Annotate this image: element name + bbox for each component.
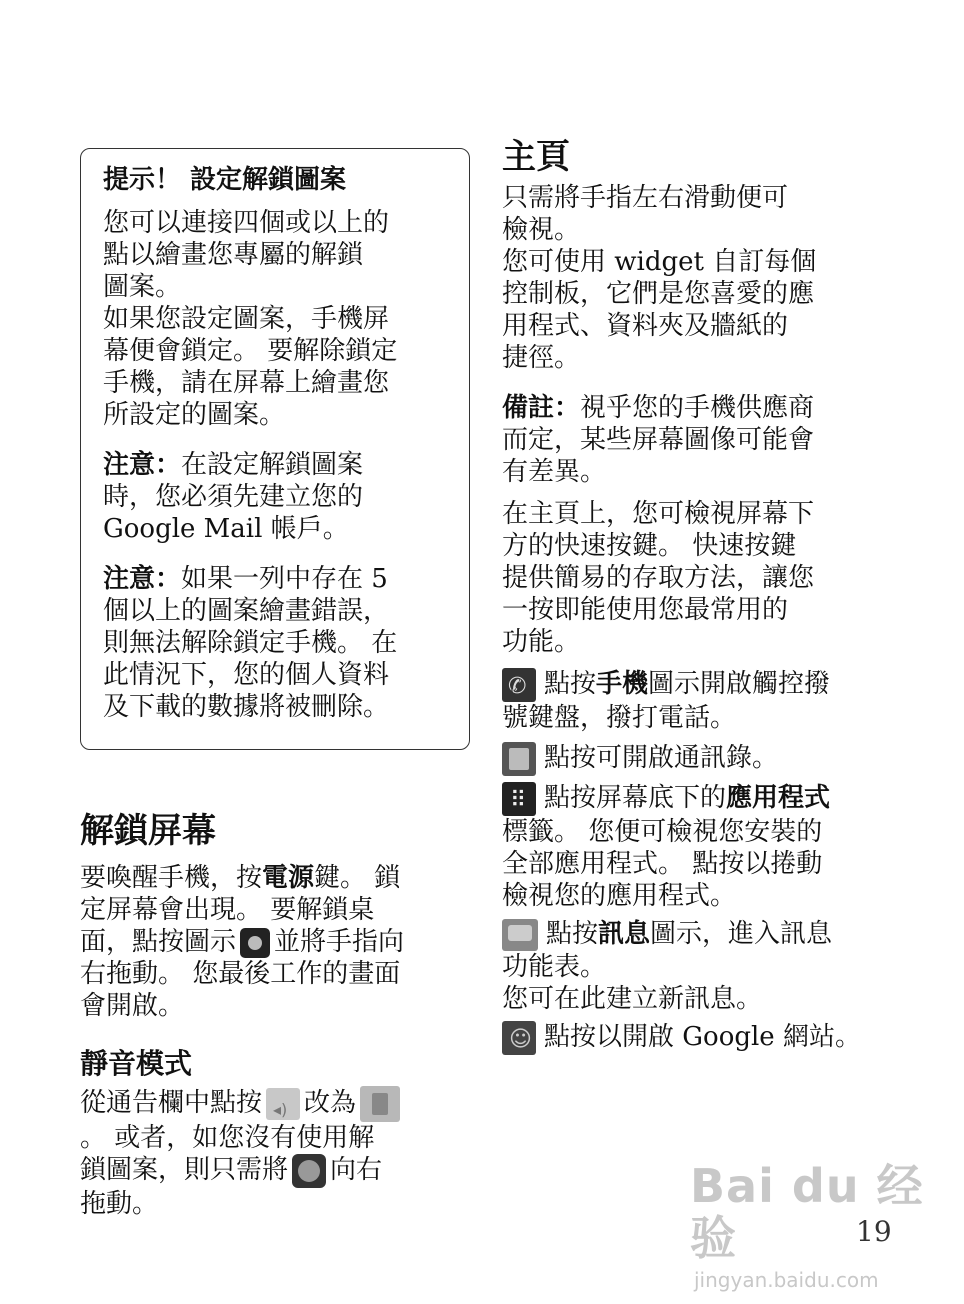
home-line: 檢視。 — [502, 215, 581, 245]
sound-icon — [266, 1088, 300, 1120]
text: 點按屏幕底下的 — [544, 783, 727, 813]
silent-line: 。 或者，如您沒有使用解 — [80, 1123, 375, 1153]
messages-label: 訊息 — [598, 919, 651, 949]
note-label: 注意： — [103, 564, 182, 594]
text: 從通告欄中點按 — [80, 1088, 263, 1118]
messages-icon — [502, 919, 538, 951]
phone-item — [502, 668, 892, 702]
apps-label: 應用程式 — [726, 783, 831, 813]
tip-line: 點以繪畫您專屬的解鎖 — [103, 240, 364, 270]
note-line: Google Mail 帳戶。 — [103, 514, 349, 544]
home-note-line: 有差異。 — [502, 457, 607, 487]
text: 要喚醒手機，按 — [80, 863, 263, 893]
home-line: 在主頁上，您可檢視屏幕下 — [502, 499, 815, 529]
unlock-line: 定屏幕會出現。 要解鎖桌 — [80, 895, 375, 925]
tip-line: 手機，請在屏幕上繪畫您 — [103, 368, 390, 398]
text: 圖示，進入訊息 — [650, 919, 833, 949]
text: 點按 — [546, 919, 599, 949]
tip-box — [80, 148, 470, 750]
apps-icon — [502, 782, 536, 816]
home-line: 您可使用 widget 自訂每個 — [502, 247, 817, 277]
text: 向右 — [330, 1155, 383, 1185]
messages-item — [502, 918, 892, 951]
unlock-line — [80, 862, 470, 894]
text: 圖示開啟觸控撥 — [648, 669, 831, 699]
home-note-line: 而定，某些屏幕圖像可能會 — [502, 425, 815, 455]
home-line: 只需將手指左右滑動便可 — [502, 183, 789, 213]
text: 並將手指向 — [274, 927, 405, 957]
tip-line: 所設定的圖案。 — [103, 400, 286, 430]
power-key-label: 電源 — [262, 863, 315, 893]
text: 鎖圖案，則只需將 — [80, 1155, 289, 1185]
home-line: 用程式、資料夾及牆紙的 — [502, 311, 789, 341]
unlock-line: 會開啟。 — [80, 991, 185, 1021]
note-text: 視乎您的手機供應商 — [580, 393, 815, 423]
text: 鍵。 鎖 — [314, 863, 401, 893]
contacts-item — [502, 742, 892, 776]
silent-line — [80, 1086, 470, 1122]
home-line: 捷徑。 — [502, 343, 581, 373]
silent-line — [80, 1154, 470, 1188]
baidu-watermark — [690, 1160, 964, 1292]
tip-line: 幕便會鎖定。 要解除鎖定 — [103, 336, 398, 366]
lock-icon — [240, 928, 270, 958]
phone-icon — [502, 668, 536, 702]
home-heading: 主頁 — [502, 137, 570, 177]
unlock-line — [80, 926, 470, 958]
home-line: 功能。 — [502, 627, 581, 657]
note-2 — [103, 563, 447, 595]
note-label: 注意： — [103, 450, 182, 480]
right-column — [502, 136, 892, 1055]
silent-heading: 靜音模式 — [80, 1047, 193, 1080]
home-line: 一按即能使用您最常用的 — [502, 595, 789, 625]
silent-line: 拖動。 — [80, 1189, 159, 1219]
apps-item-line: 檢視您的應用程式。 — [502, 881, 737, 911]
apps-item-line: 標籤。 您便可檢視您安裝的 — [502, 817, 823, 847]
google-icon — [502, 1021, 536, 1055]
apps-item — [502, 782, 892, 816]
text: 點按可開啟通訊錄。 — [544, 743, 779, 773]
messages-item-line: 功能表。 — [502, 952, 607, 982]
note-line: 則無法解除鎖定手機。 在 — [103, 628, 398, 658]
text: 點按 — [544, 669, 597, 699]
text: 改為 — [304, 1088, 357, 1118]
text: 面，點按圖示 — [80, 927, 237, 957]
vibrate-icon — [360, 1086, 400, 1122]
messages-item-line: 您可在此建立新訊息。 — [502, 984, 763, 1014]
tip-line: 如果您設定圖案，手機屏 — [103, 304, 390, 334]
watermark-url: jingyan.baidu.com — [694, 1268, 879, 1292]
watermark-logo: Bai du 经验 — [690, 1159, 924, 1265]
note-line: 此情況下，您的個人資料 — [103, 660, 390, 690]
home-line: 方的快速按鍵。 快速按鍵 — [502, 531, 797, 561]
google-item — [502, 1021, 892, 1055]
sound-slider-icon — [292, 1154, 326, 1188]
home-line: 提供簡易的存取方法，讓您 — [502, 563, 815, 593]
text: 點按以開啟 Google 網站。 — [544, 1022, 861, 1052]
phone-item-line: 號鍵盤，撥打電話。 — [502, 703, 737, 733]
note-label: 備註： — [502, 393, 581, 423]
unlock-line: 右拖動。 您最後工作的畫面 — [80, 959, 401, 989]
note-text: 在設定解鎖圖案 — [181, 450, 364, 480]
apps-item-line: 全部應用程式。 點按以捲動 — [502, 849, 823, 879]
tip-line: 您可以連接四個或以上的 — [103, 208, 390, 238]
tip-line: 圖案。 — [103, 272, 182, 302]
note-line: 時，您必須先建立您的 — [103, 482, 364, 512]
home-line: 控制板，它們是您喜愛的應 — [502, 279, 815, 309]
page-number: 19 — [856, 1215, 892, 1248]
unlock-heading: 解鎖屏幕 — [80, 811, 216, 851]
home-note — [502, 392, 892, 424]
phone-label: 手機 — [596, 669, 649, 699]
note-1 — [103, 449, 447, 481]
tip-title: 提示！ 設定解鎖圖案 — [103, 165, 347, 195]
note-text: 如果一列中存在 5 — [181, 564, 388, 594]
contacts-icon — [502, 742, 536, 776]
note-line: 個以上的圖案繪畫錯誤， — [103, 596, 390, 626]
note-line: 及下載的數據將被刪除。 — [103, 692, 390, 722]
left-column — [80, 148, 470, 1220]
